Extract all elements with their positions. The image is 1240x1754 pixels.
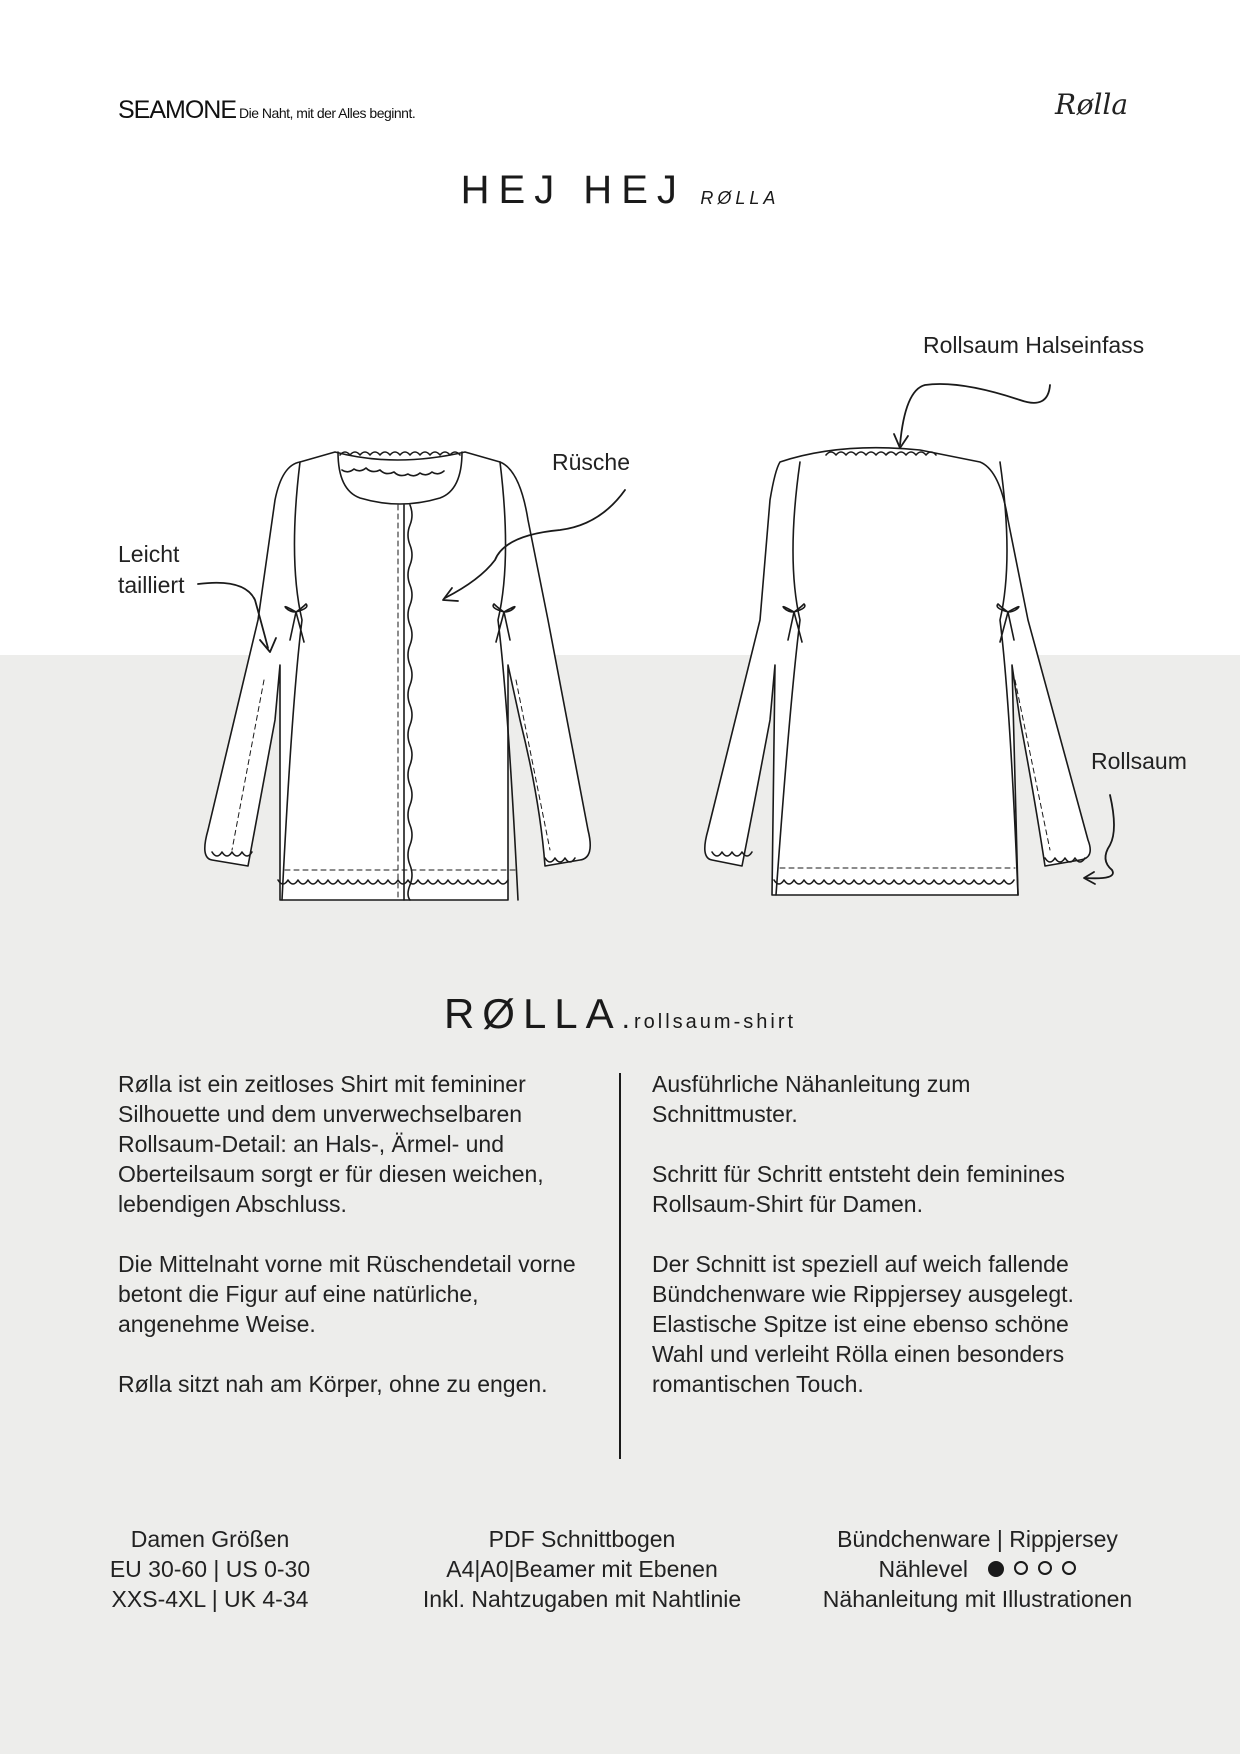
brand-logo: SEAMONE	[118, 96, 237, 124]
product-heading	[0, 990, 1240, 1038]
info-line: Inkl. Nahtzugaben mit Nahtlinie	[422, 1586, 742, 1612]
info-sizes	[60, 1524, 360, 1614]
description-right	[652, 1069, 1122, 1429]
level-dot-empty	[1038, 1561, 1052, 1575]
info-pattern	[392, 1524, 772, 1614]
brand-tagline: Die Naht, mit der Alles beginnt.	[239, 105, 416, 121]
info-line: EU 30-60 | US 0-30	[109, 1556, 311, 1582]
sewing-level-row	[800, 1554, 1155, 1584]
info-line: Nähanleitung mit Illustrationen	[822, 1586, 1133, 1612]
back-view-drawing	[705, 448, 1090, 895]
callout-hem: Rollsaum	[1091, 748, 1187, 774]
callout-neckline: Rollsaum Halseinfass	[923, 332, 1145, 358]
info-fabric	[800, 1524, 1155, 1614]
description-paragraph: Schritt für Schritt entsteht dein feminines Rollsaum-Shirt für Damen.	[652, 1161, 1065, 1217]
signature-logo: Rølla	[1055, 88, 1129, 121]
title-main: HEJ HEJ	[460, 168, 686, 212]
description-paragraph: Rølla ist ein zeitloses Shirt mit femininer Silhouette und dem unverwechselbaren Rollsaum-Detail: an Hals-, Ärmel- und Oberteilsaum sorgt er für diesen weichen, lebendigen Abschluss.	[118, 1071, 544, 1217]
title-sub: RØLLA	[700, 188, 780, 209]
level-dot-filled	[988, 1561, 1004, 1577]
column-divider	[619, 1073, 621, 1459]
level-dot-empty	[1062, 1561, 1076, 1575]
description-left	[118, 1069, 588, 1429]
sewing-level-label: Nählevel	[878, 1556, 969, 1582]
info-line: PDF Schnittbogen	[488, 1526, 676, 1552]
info-line: XXS-4XL | UK 4-34	[111, 1586, 309, 1612]
info-line: Damen Größen	[130, 1526, 290, 1552]
level-dot-empty	[1014, 1561, 1028, 1575]
sewing-level-rating	[988, 1561, 1076, 1577]
product-name: RØLLA	[443, 990, 622, 1037]
info-line: Bündchenware | Rippjersey	[837, 1526, 1118, 1552]
info-line: A4|A0|Beamer mit Ebenen	[446, 1556, 718, 1582]
description-paragraph: Ausführliche Nähanleitung zum Schnittmuster.	[652, 1071, 971, 1127]
description-paragraph: Rølla sitzt nah am Körper, ohne zu engen.	[118, 1371, 548, 1397]
product-subtitle: rollsaum-shirt	[634, 1011, 797, 1033]
description-paragraph: Die Mittelnaht vorne mit Rüschendetail vorne betont die Figur auf eine natürliche, angenehme Weise.	[118, 1251, 576, 1337]
description-paragraph: Der Schnitt ist speziell auf weich fallende Bündchenware wie Rippjersey ausgelegt. Elastische Spitze ist eine ebenso schöne Wahl und verleiht Rölla einen besonders romantischen Touch.	[652, 1251, 1074, 1397]
product-dot: .	[621, 1002, 631, 1035]
callout-ruffle: Rüsche	[552, 449, 630, 475]
front-view-drawing	[205, 452, 590, 900]
callout-waist: Leicht tailliert	[118, 541, 185, 598]
